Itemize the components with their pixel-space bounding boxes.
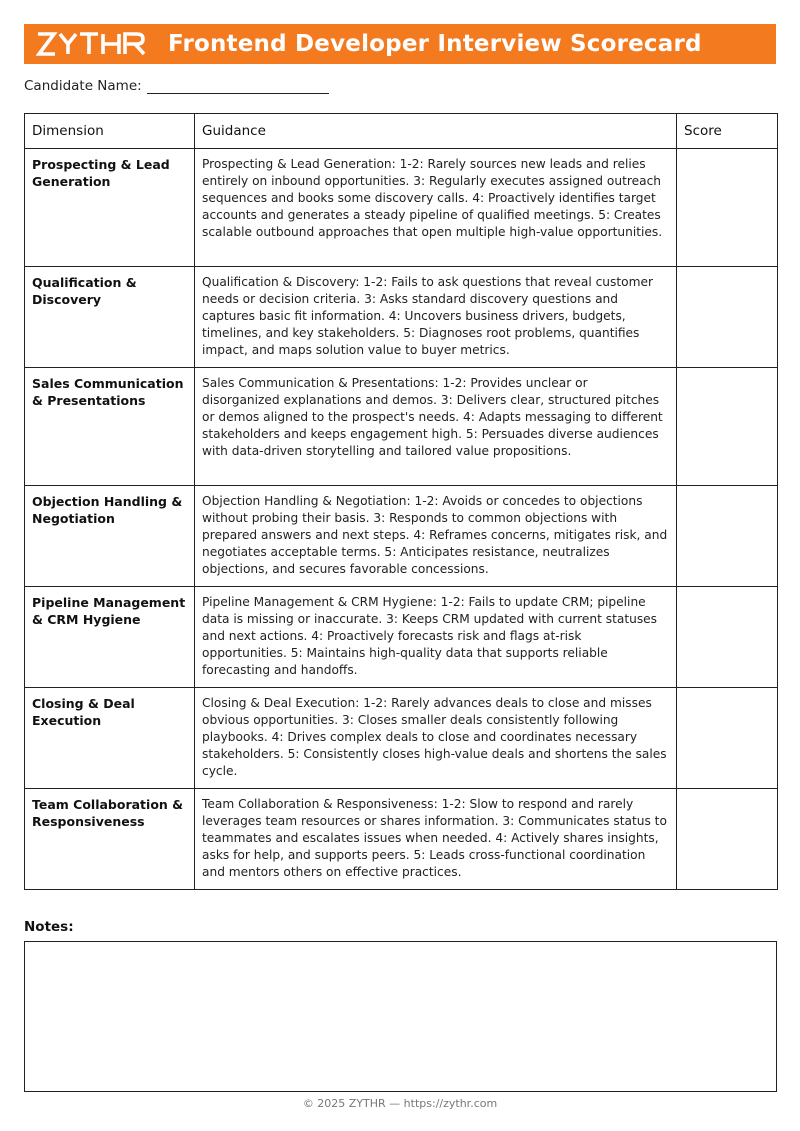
guidance-cell: Closing & Deal Execution: 1-2: Rarely advances deals to close and misses obvious opportunities. 3: Closes smaller deals consistently following playbooks. 4: Drives complex deals to close and coordinates necessary stakeholders. 5: Consistently closes high-value deals and shortens the sales cycle.: [195, 688, 677, 789]
guidance-cell: Objection Handling & Negotiation: 1-2: Avoids or concedes to objections without probing their basis. 3: Responds to common objections with prepared answers and next steps. 4: Reframes concerns, mitigates risk, and negotiates acceptable terms. 5: Anticipates resistance, neutralizes objections, and secures favorable concessions.: [195, 486, 677, 587]
guidance-cell: Sales Communication & Presentations: 1-2: Provides unclear or disorganized explanations and demos. 3: Delivers clear, structured pitches or demos aligned to the prospect's needs. 4: Adapts messaging to different stakeholders and keeps engagement high. 5: Persuades diverse audiences with data-driven storytelling and tailored value propositions.: [195, 368, 677, 486]
candidate-name-label: Candidate Name:: [24, 78, 142, 94]
column-header-dimension: Dimension: [25, 114, 195, 149]
page-title: Frontend Developer Interview Scorecard: [168, 31, 702, 57]
dimension-cell: Objection Handling & Negotiation: [25, 486, 195, 587]
table-row: [25, 486, 778, 587]
guidance-cell: Pipeline Management & CRM Hygiene: 1-2: Fails to update CRM; pipeline data is missing or inaccurate. 3: Keeps CRM updated with current statuses and next actions. 4: Proactively forecasts risk and flags at-risk opportunities. 5: Maintains high-quality data that supports reliable forecasting and handoffs.: [195, 587, 677, 688]
column-header-score: Score: [677, 114, 778, 149]
notes-box[interactable]: [24, 941, 777, 1092]
guidance-cell: Qualification & Discovery: 1-2: Fails to ask questions that reveal customer needs or decision criteria. 3: Asks standard discovery questions and captures basic fit information. 4: Uncovers business drivers, budgets, timelines, and key stakeholders. 5: Diagnoses root problems, quantifies impact, and maps solution value to buyer metrics.: [195, 267, 677, 368]
header-bar: [24, 24, 776, 64]
dimension-cell: Qualification & Discovery: [25, 267, 195, 368]
dimension-cell: Team Collaboration & Responsiveness: [25, 789, 195, 890]
score-cell[interactable]: [677, 486, 778, 587]
score-cell[interactable]: [677, 368, 778, 486]
table-header-row: [25, 114, 778, 149]
score-cell[interactable]: [677, 587, 778, 688]
notes-label: Notes:: [24, 919, 74, 935]
zythr-logo-mark: [36, 30, 148, 58]
table-row: [25, 587, 778, 688]
score-cell[interactable]: [677, 688, 778, 789]
dimension-cell: Prospecting & Lead Generation: [25, 149, 195, 267]
dimension-cell: Sales Communication & Presentations: [25, 368, 195, 486]
zythr-logo: [36, 30, 148, 58]
guidance-cell: Prospecting & Lead Generation: 1-2: Rarely sources new leads and relies entirely on inbound opportunities. 3: Regularly executes assigned outreach sequences and books some discovery calls. 4: Proactively identifies target accounts and generates a steady pipeline of qualified meetings. 5: Creates scalable outbound approaches that open multiple high-value opportunities.: [195, 149, 677, 267]
table-row: [25, 267, 778, 368]
table-row: [25, 688, 778, 789]
scorecard-table: [24, 113, 778, 890]
footer-copyright: © 2025 ZYTHR — https://zythr.com: [302, 1097, 498, 1110]
score-cell[interactable]: [677, 789, 778, 890]
table-row: [25, 368, 778, 486]
dimension-cell: Pipeline Management & CRM Hygiene: [25, 587, 195, 688]
dimension-cell: Closing & Deal Execution: [25, 688, 195, 789]
column-header-guidance: Guidance: [195, 114, 677, 149]
candidate-name-blank[interactable]: [147, 79, 329, 94]
score-cell[interactable]: [677, 267, 778, 368]
table-row: [25, 149, 778, 267]
candidate-name-field: [24, 78, 329, 94]
guidance-cell: Team Collaboration & Responsiveness: 1-2: Slow to respond and rarely leverages team resources or shares information. 3: Communicates status to teammates and escalates issues when needed. 4: Actively shares insights, asks for help, and supports peers. 5: Leads cross-functional coordination and mentors others on effective practices.: [195, 789, 677, 890]
score-cell[interactable]: [677, 149, 778, 267]
table-row: [25, 789, 778, 890]
